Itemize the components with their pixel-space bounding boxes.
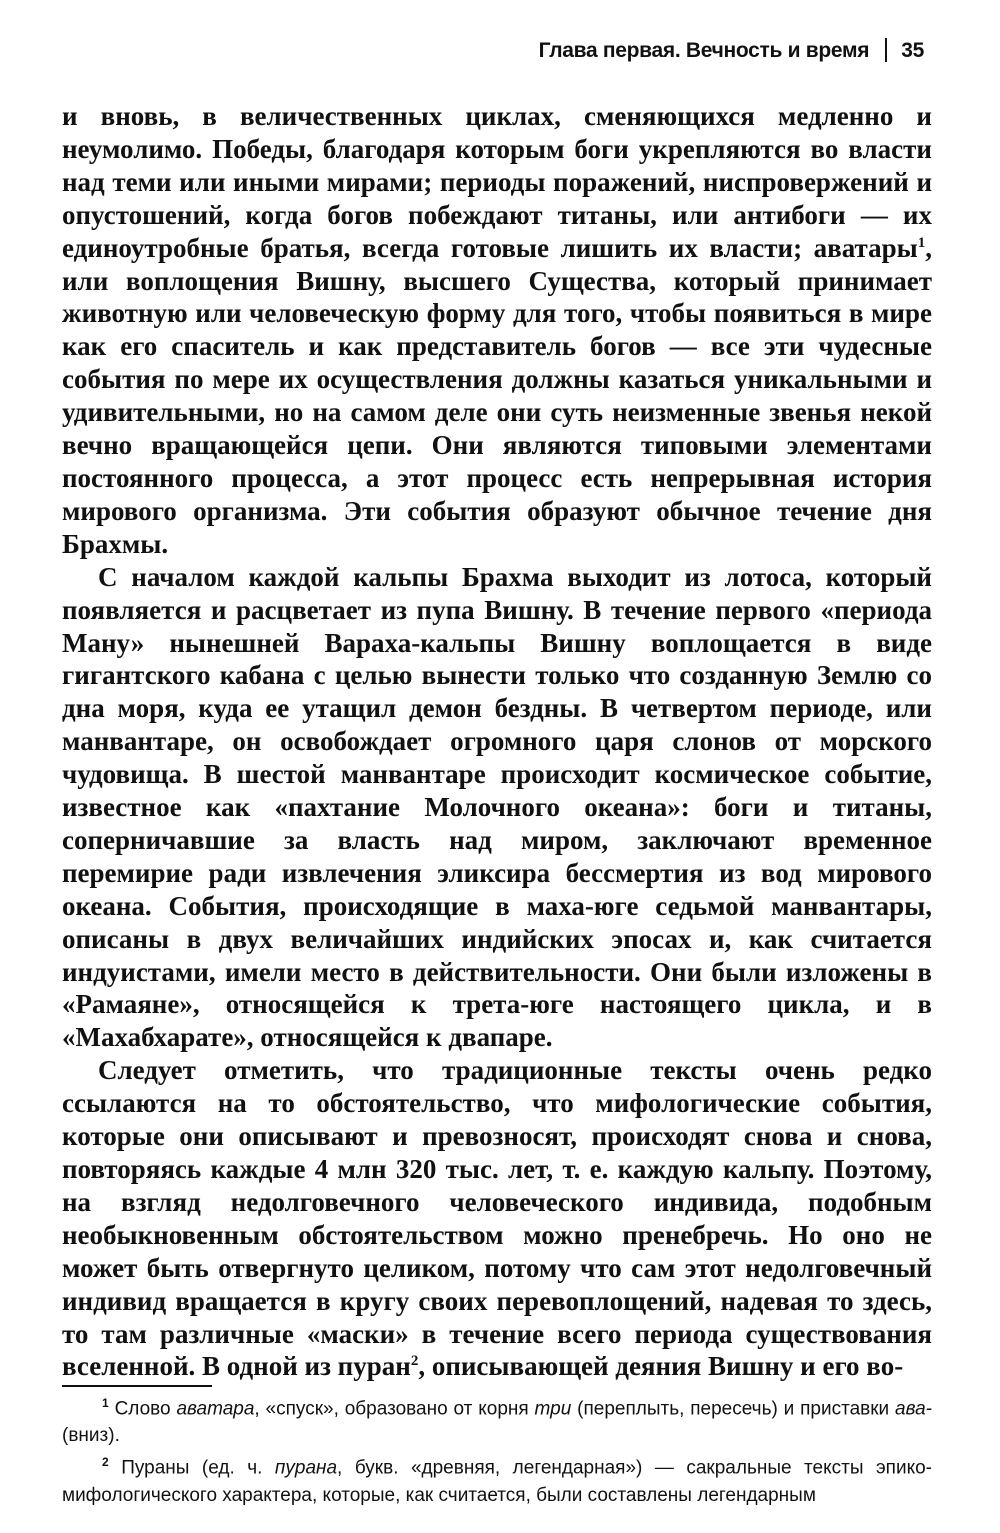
footnote-divider bbox=[62, 1385, 212, 1387]
running-head bbox=[539, 38, 924, 63]
footnote-2-term: пурана bbox=[274, 1457, 338, 1479]
footnote-1-text: (вниз). bbox=[62, 1425, 120, 1447]
page-number: 35 bbox=[901, 39, 924, 62]
main-text bbox=[62, 100, 932, 1383]
paragraph-1-part-b: , или воплощения Вишну, высшего Существа, который принимает животную или человеческую форму для того, чтобы появиться в мире как его спаситель и как представитель богов — все эти чудесные события по мере их осуществления должны казаться уникальными и удивительными, но на самом деле они суть неизменные звенья некой вечно вращающейся цепи. Они являются типовыми элементами постоянного процесса, а этот процесс есть непрерывная история мирового организма. Эти события образуют обычное течение дня Брахмы. bbox=[62, 232, 932, 559]
footnote-1-text: Слово bbox=[114, 1398, 177, 1420]
footnote-1-term: ава- bbox=[895, 1398, 932, 1420]
paragraph-3-part-a: Следует отметить, что традиционные тексты очень редко ссылаются на то обстоятельство, что мифологические события, которые они описывают и превозносят, происходят снова и снова, повторяясь каждые 4 млн 320 тыс. лет, т. е. каждую кальпу. Поэтому, на взгляд недолговечного человеческого индивида, подобным необыкновенным обстоятельством можно пренебречь. Но оно не может быть отвергнуто целиком, потому что сам этот недолговечный индивид вращается в кругу своих перевоплощений, надевая то здесь, то там различные «маски» в течение всего периода существования вселенной. В одной из пуран bbox=[62, 1055, 932, 1382]
footnotes bbox=[62, 1390, 932, 1509]
paragraph-1-part-a: и вновь, в величественных циклах, сменяющихся медленно и неумолимо. Победы, благодаря которым боги укрепляются во власти над теми или иными мирами; периоды поражений, ниспровержений и опустошений, когда богов побеждают титаны, или антибоги — их единоутробные братья, всегда готовые лишить их власти; аватары bbox=[62, 101, 932, 263]
footnote-1-term: аватара bbox=[176, 1398, 255, 1420]
paragraph-1 bbox=[62, 100, 932, 561]
footnote-1-number: 1 bbox=[102, 1396, 109, 1410]
footnote-1-term: три bbox=[534, 1398, 572, 1420]
footnote-ref-1: 1 bbox=[917, 234, 926, 251]
footnote-1-text: (переплыть, пересечь) и приставки bbox=[571, 1398, 896, 1420]
footnote-1-text: , «спуск», образовано от корня bbox=[254, 1398, 535, 1420]
paragraph-3 bbox=[62, 1054, 932, 1383]
footnote-ref-2: 2 bbox=[410, 1353, 419, 1370]
footnote-2-text: , букв. «древняя, легендарная») — сакральные тексты эпико-мифологического характера, которые, как считается, были составлены легендарным bbox=[62, 1457, 933, 1506]
paragraph-2: С началом каждой кальпы Брахма выходит из лотоса, который появляется и расцветает из пупа Вишну. В течение первого «периода Ману» нынешней Вараха-кальпы Вишну воплощается в виде гигантского кабана с целью вынести только что созданную Землю со дна моря, куда ее утащил демон бездны. В четвертом периоде, или манвантаре, он освобождает огромного царя слонов от морского чудовища. В шестой манвантаре происходит космическое событие, известное как «пахтание Молочного океана»: боги и титаны, соперничавшие за власть над миром, заключают временное перемирие ради извлечения эликсира бессмертия из вод мирового океана. События, происходящие в маха-юге седьмой манвантары, описаны в двух величайших индийских эпосах и, как считается индуистами, имели место в действительности. Они были изложены в «Рамаяне», относящейся к трета-юге настоящего цикла, и в «Махабхарате», относящейся к двапаре. bbox=[62, 561, 932, 1053]
footnote-2-text: Пураны (ед. ч. bbox=[121, 1457, 275, 1479]
footnote-2 bbox=[62, 1449, 932, 1508]
header-divider bbox=[885, 38, 887, 62]
paragraph-3-part-b: , описывающей деяния Вишну и его во- bbox=[418, 1351, 904, 1382]
footnote-2-number: 2 bbox=[102, 1455, 109, 1470]
footnote-1 bbox=[62, 1390, 932, 1449]
chapter-title: Глава первая. Вечность и время bbox=[538, 39, 870, 62]
